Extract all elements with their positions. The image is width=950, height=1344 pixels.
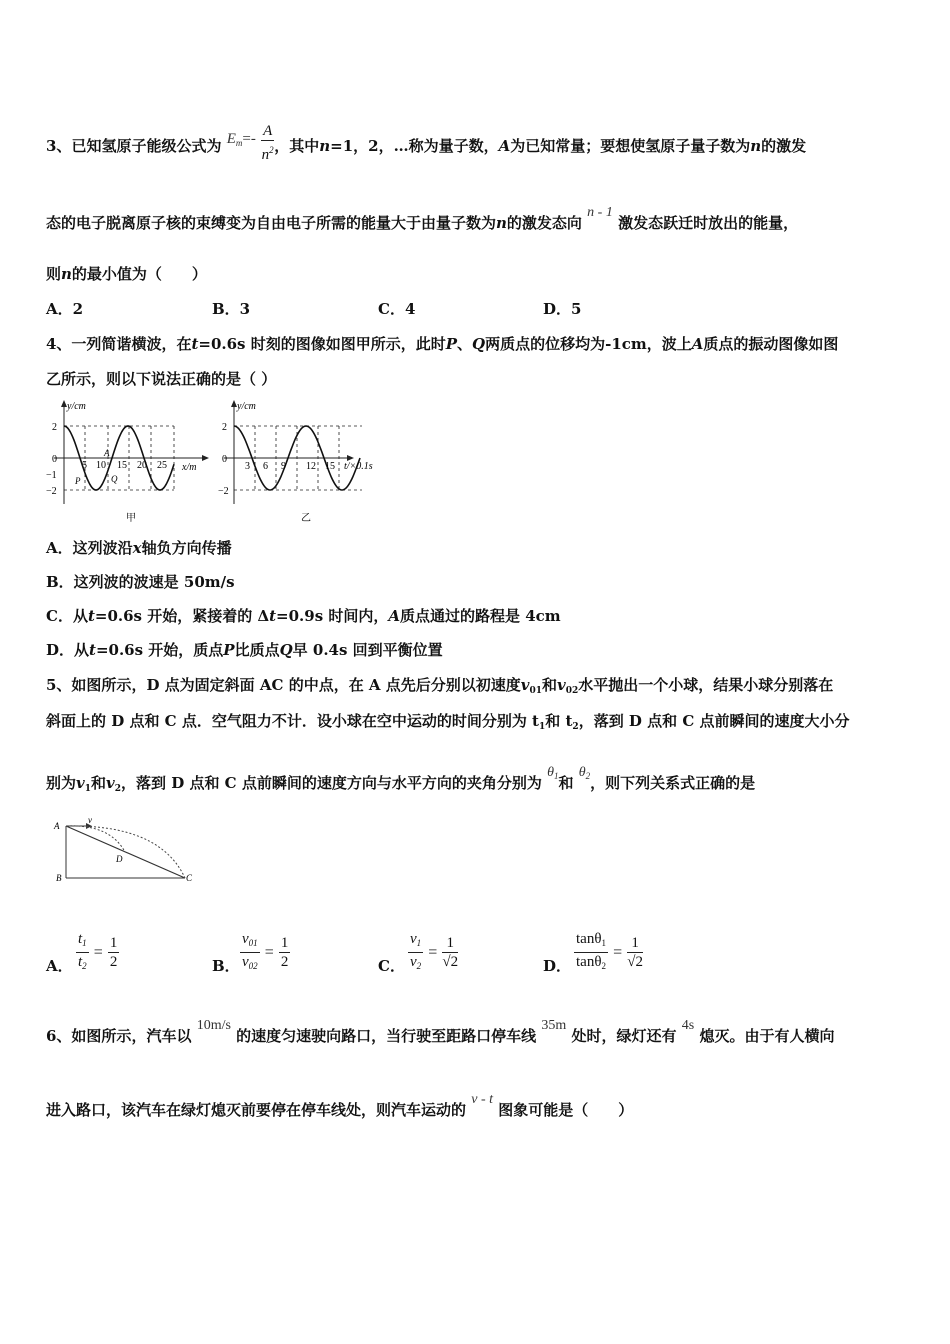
svg-text:D: D (116, 854, 123, 864)
q5-line2: 斜面上的 D 点和 C 点．空气阻力不计．设小球在空中运动的时间分别为 $t_1$和 $t_2$，落到 D 点和 C 点前瞬间的速度大小分 (46, 712, 850, 732)
q3-option-a[interactable]: A．2 (46, 300, 84, 318)
svg-text:t/×0.1s: t/×0.1s (344, 461, 373, 472)
svg-text:P: P (75, 476, 81, 486)
q4-line2: 乙所示，则以下说法正确的是（ ） (46, 370, 277, 388)
q3-line3: 则n的最小值为（ ） (46, 265, 207, 283)
q5-option-d-label[interactable]: D． (543, 957, 572, 975)
theta1: $\theta_1$ (547, 765, 559, 781)
svg-text:y/cm: y/cm (237, 401, 256, 412)
q5-line1: 5、如图所示，D 点为固定斜面 AC 的中点，在 A 点先后分别以初速度$v_{01}$和$v_{02}$水平抛出一个小球，结果小球分别落在 (46, 676, 834, 696)
svg-text:9: 9 (281, 461, 286, 472)
svg-text:C: C (186, 873, 193, 883)
svg-text:2: 2 (222, 422, 227, 433)
svg-text:B: B (56, 873, 62, 883)
svg-text:10: 10 (96, 460, 106, 471)
svg-text:Q: Q (111, 474, 118, 484)
q4-line1: 4、一列简谐横波，在t=0.6s 时刻的图像如图甲所示，此时P、Q两质点的位移均为-1cm，波上A质点的振动图像如图 (46, 335, 839, 353)
q3-line1: 3、已知氢原子能级公式为 $E_m=-$ $\frac{A}{n^2}$ ，其中n=1，2，…称为量子数，A为已知常量；要想使氢原子量子数为n的激发 (46, 123, 807, 163)
theta2: $\theta_2$ (578, 765, 591, 781)
svg-text:2: 2 (52, 422, 57, 433)
svg-text:0: 0 (52, 454, 57, 465)
q3-option-d[interactable]: D．5 (543, 300, 582, 318)
svg-text:0: 0 (222, 454, 227, 465)
svg-text:v: v (88, 815, 92, 825)
svg-text:12: 12 (306, 461, 316, 472)
svg-text:A: A (54, 821, 60, 831)
svg-text:−2: −2 (46, 486, 57, 497)
incline-figure (50, 812, 200, 888)
q5-option-a-formula[interactable]: $\frac{t_1}{t_2}$ = $\frac{1}{2}$ (78, 931, 118, 971)
svg-text:−1: −1 (46, 470, 57, 481)
q5-option-c-formula[interactable]: $\frac{v_1}{v_2}$ = $\frac{1}{√2}$ (410, 931, 459, 971)
q5-option-a-label[interactable]: A． (46, 957, 73, 975)
formula-fraction: $\frac{A}{n^2}$ (261, 123, 274, 163)
svg-text:15: 15 (117, 460, 127, 471)
q5-line3: 别为$v_1$和$v_2$，落到 D 点和 C 点前瞬间的速度方向与水平方向的夹角分别为 $\theta_1$和 $\theta_2$，则下列关系式正确的是 (46, 765, 756, 794)
q4-option-d[interactable]: D．从t=0.6s 开始，质点P比质点Q早 0.4s 回到平衡位置 (46, 641, 443, 659)
q6-line1: 6、如图所示，汽车以 10m/s 的速度匀速驶向路口，当行驶至距路口停车线 35m 处时，绿灯还有 4s 熄灭。由于有人横向 (46, 1018, 835, 1045)
vibration-graph-yi (214, 398, 394, 526)
wave-graph-jia (44, 398, 214, 526)
q5-option-b-formula[interactable]: $\frac{v_{01}}{v_{02}}$ = $\frac{1}{2}$ (242, 931, 289, 971)
caption-yi: 乙 (301, 513, 311, 524)
svg-text:A: A (104, 448, 110, 458)
q4-option-c[interactable]: C．从t=0.6s 开始，紧接着的 Δt=0.9s 时间内，A质点通过的路程是 4cm (46, 607, 561, 625)
svg-text:−2: −2 (218, 486, 229, 497)
q3-line2: 态的电子脱离原子核的束缚变为自由电子所需的能量大于由量子数为n的激发态向 n - 1 激发态跃迁时放出的能量， (46, 205, 799, 232)
ylabel: y/cm (67, 401, 86, 412)
time-value: 4s (681, 1018, 695, 1033)
caption-jia: 甲 (126, 513, 136, 524)
xlabel: x/m (182, 462, 197, 473)
q5-option-b-label[interactable]: B． (212, 957, 240, 975)
q3-option-c[interactable]: C．4 (378, 300, 416, 318)
svg-text:6: 6 (263, 461, 268, 472)
svg-text:25: 25 (157, 460, 167, 471)
n-minus-1: n - 1 (587, 205, 613, 220)
distance-value: 35m (541, 1018, 567, 1033)
svg-text:20: 20 (137, 460, 147, 471)
svg-text:5: 5 (82, 460, 87, 471)
q4-option-a[interactable]: A．这列波沿x轴负方向传播 (46, 539, 232, 557)
svg-text:3: 3 (245, 461, 250, 472)
q5-option-c-label[interactable]: C． (378, 957, 405, 975)
q5-option-d-formula[interactable]: $\frac{\tan\theta_1}{\tan\theta_2}$ = $\frac{1}{√2}$ (576, 931, 643, 971)
formula-lhs: $E_m$ (226, 131, 243, 148)
q3-option-b[interactable]: B．3 (212, 300, 251, 318)
incline-ac (66, 826, 185, 878)
vt-label: v - t (471, 1092, 494, 1107)
svg-text:15: 15 (325, 461, 335, 472)
q6-line2: 进入路口，该汽车在绿灯熄灭前要停在停车线处，则汽车运动的 v - t 图象可能是（ ） (46, 1092, 634, 1119)
q4-option-b[interactable]: B．这列波的波速是 50m/s (46, 573, 235, 591)
speed-value: 10m/s (196, 1018, 231, 1033)
